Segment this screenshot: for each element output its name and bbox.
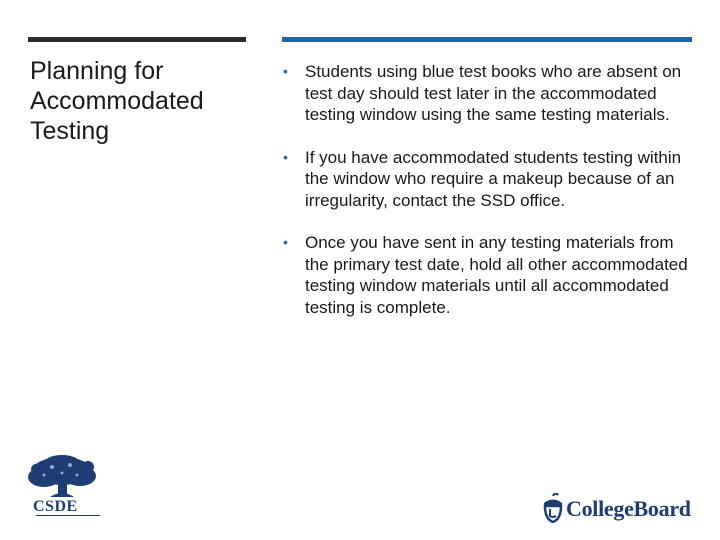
bullet-icon: • [283,148,288,165]
slide-title: Planning for Accommodated Testing [30,57,204,145]
bullet-item [283,61,693,126]
csde-underline [36,515,100,516]
title-divider [28,37,246,42]
bullet-icon: • [283,63,288,79]
acorn-icon [541,493,565,523]
bullet-item [283,232,693,318]
bullet-text: Students using blue test books who are absent on test day should test later in the accommodated testing window using the same testing materials. [305,62,682,124]
college-board-logo [541,493,701,525]
bullet-text: If you have accommodated students testing within the window who require a makeup because of an irregularity, contact the SSD office. [305,147,682,210]
bullet-icon: • [283,234,288,250]
college-board-label: CollegeBoard [566,496,691,521]
tree-icon [22,455,104,500]
csde-label: CSDE [33,498,78,515]
bullet-text: Once you have sent in any testing materials from the primary test date, hold all other accommodated testing window materials until all accommodated testing is complete. [305,233,688,317]
content-divider [282,37,692,42]
bullet-list [283,61,693,339]
bullet-item [283,147,693,212]
